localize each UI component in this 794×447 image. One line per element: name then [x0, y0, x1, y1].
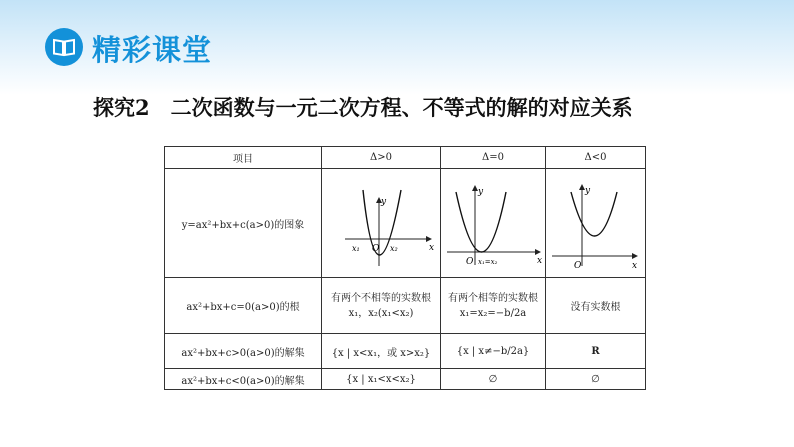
parabola-one-root	[442, 170, 545, 274]
roots-delta-positive: 有两个不相等的实数根 x₁，x₂(x₁<x₂)	[322, 278, 441, 334]
header-delta-zero: Δ=0	[441, 147, 546, 169]
table-row-roots	[165, 278, 646, 334]
svg-text:y: y	[477, 186, 483, 197]
book-icon	[45, 28, 83, 66]
roots-delta-zero: 有两个相等的实数根 x₁=x₂=−b/2a	[441, 278, 546, 334]
svg-text:O: O	[573, 260, 581, 271]
table-row-less	[165, 369, 646, 390]
svg-text:x: x	[631, 260, 637, 271]
row-label-greater: ax²+bx+c>0(a>0)的解集	[165, 334, 322, 369]
svg-text:y: y	[380, 196, 386, 207]
header-delta-positive: Δ>0	[322, 147, 441, 169]
header-delta-negative: Δ<0	[546, 147, 646, 169]
graph-delta-zero	[441, 169, 546, 278]
graph-delta-positive	[322, 169, 441, 278]
relation-table	[164, 146, 646, 390]
less-delta-zero: ∅	[441, 369, 546, 390]
row-label-graph: y=ax²+bx+c(a>0)的图象	[165, 169, 322, 278]
svg-text:x: x	[536, 255, 542, 266]
less-delta-positive: {x | x₁<x<x₂}	[322, 369, 441, 390]
greater-delta-negative: R	[546, 334, 646, 369]
greater-delta-positive: {x | x<x₁，或 x>x₂}	[322, 334, 441, 369]
table-row-graph	[165, 169, 646, 278]
table-header-row	[165, 147, 646, 169]
svg-text:x₂: x₂	[389, 243, 398, 253]
graph-delta-negative	[546, 169, 646, 278]
greater-delta-zero: {x | x≠−b/2a}	[441, 334, 546, 369]
row-label-roots: ax²+bx+c=0(a>0)的根	[165, 278, 322, 334]
svg-text:x: x	[428, 242, 434, 253]
parabola-two-roots	[323, 170, 440, 274]
topic-title: 探究2 二次函数与一元二次方程、不等式的解的对应关系	[93, 95, 633, 120]
table-row-greater	[165, 334, 646, 369]
svg-text:O: O	[371, 243, 379, 254]
section-title: 精彩课堂	[92, 33, 213, 67]
less-delta-negative: ∅	[546, 369, 646, 390]
svg-text:x₁: x₁	[351, 243, 360, 253]
svg-text:O: O	[465, 256, 473, 267]
svg-text:y: y	[584, 185, 590, 196]
row-label-less: ax²+bx+c<0(a>0)的解集	[165, 369, 322, 390]
roots-delta-negative: 没有实数根	[546, 278, 646, 334]
header-item: 项目	[165, 147, 322, 169]
svg-text:x₁=x₂: x₁=x₂	[477, 257, 497, 266]
parabola-no-root	[547, 170, 645, 274]
